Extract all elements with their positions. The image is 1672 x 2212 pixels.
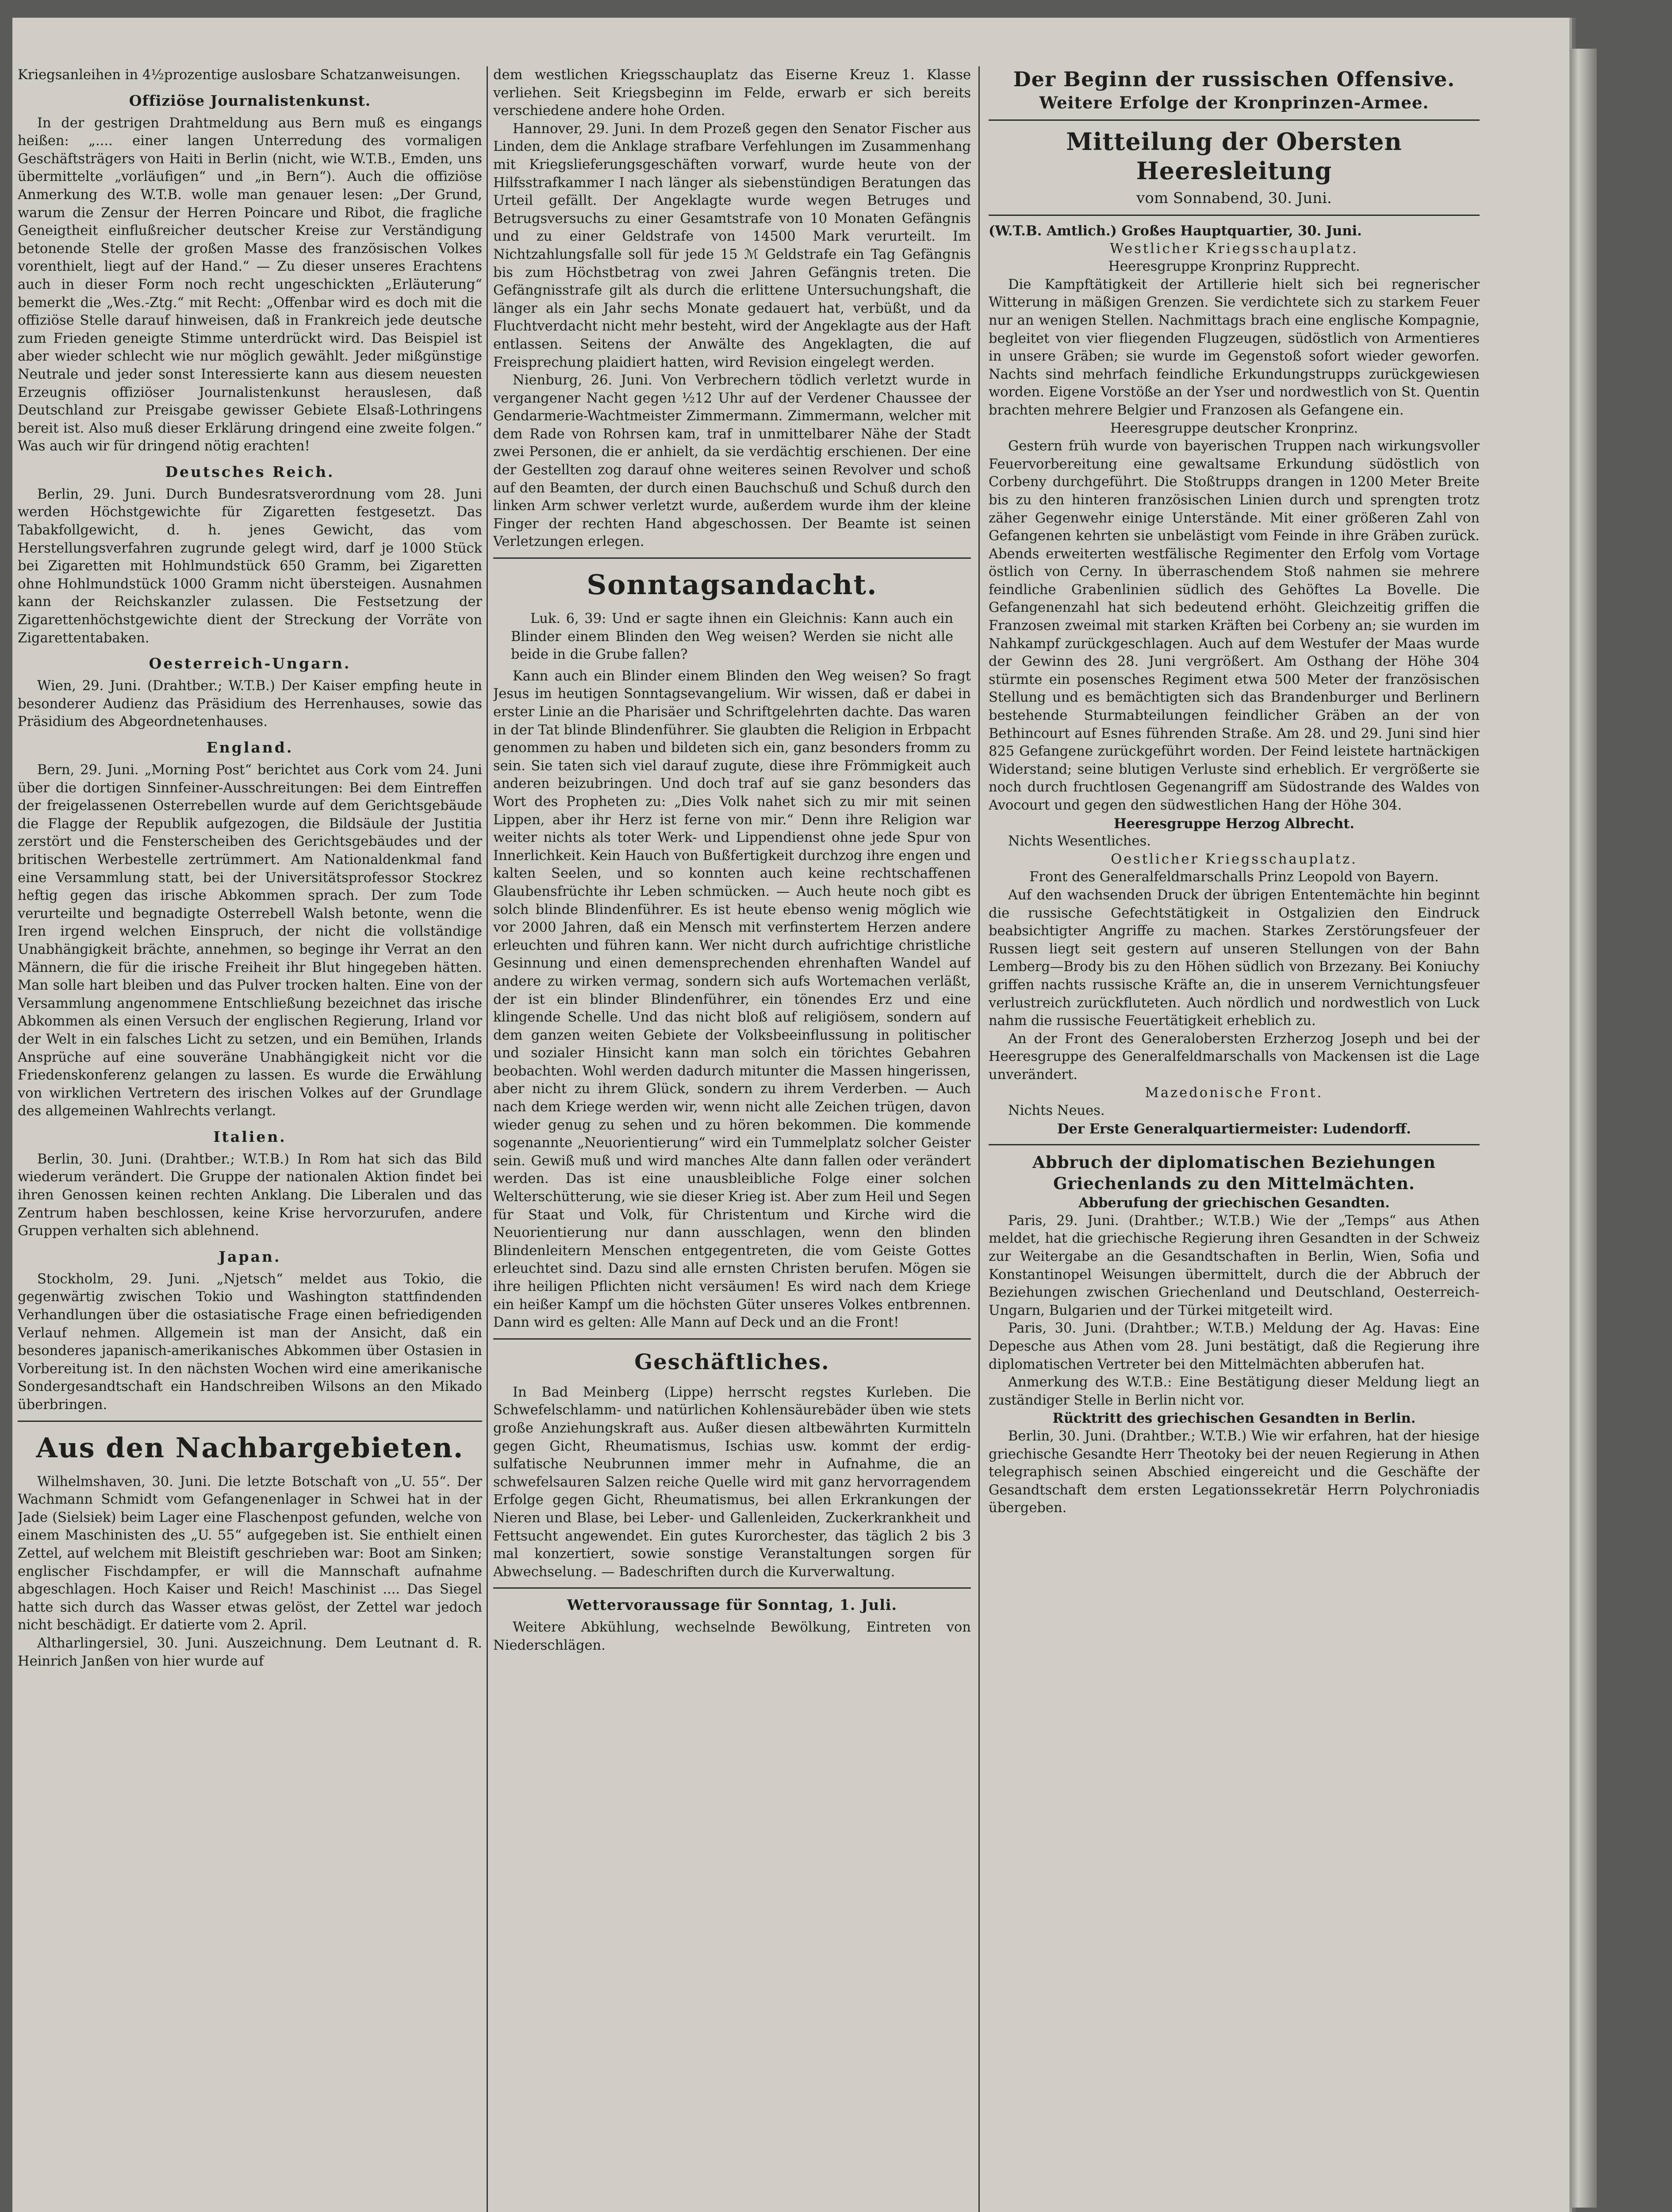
weather-heading: Wettervoraussage für Sonntag, 1. Juli. bbox=[567, 1596, 897, 1614]
article-text: Bern, 29. Juni. „Morning Post“ berichtet aus Cork vom 24. Juni über die dortigen Sinnfeiner-Ausschreitungen: Bei dem Eintreffen der freigelassenen Osterrebellen wurde auf dem Gerichtsgebäude die Flagge der Republik aufgezogen, die Bildsäule der Justitia zerstört und die Fensterscheiben des Gerichtsgebäudes und der britischen Werbestelle zertrümmert. Am Nationaldenkmal fand eine Versammlung statt, bei der Universitätsprofessor Stockrez heftig gegen das irische Abkommen sprach. Der zum Tode verurteilte und begnadigte Osterrebell Walsh betonte, wenn die Iren irgend welchen Einspruch, der nicht die vollständige Unabhängigkeit brächte, annehmen, so beginge ihr Verrat an den Männern, die für die irische Freiheit ihr Blut hingegeben hätten. Man solle hart bleiben und das Pulver trocken halten. Eine von der Versammlung angenommene Entschließung bezeichnet das irische Abkommen als einen Versuch der englischen Regierung, Irland vor der Welt in ein falsches Licht zu setzen, und ein Bemühen, Irlands Ansprüche auf eine souveräne Unabhängigkeit nicht vor die Friedenskonferenz gelangen zu lassen. Es wurde die Erwählung von wirklichen Vertretern des irischen Volkes auf der Grundlage des allgemeinen Wahlrechts verlangt. bbox=[18, 762, 482, 1119]
column-rule bbox=[978, 66, 980, 2212]
report-text: Auf den wachsenden Druck der übrigen Ententemächte hin beginnt die russische Gefechtstätigkeit in Ostgalizien den Eindruck beabsichtigter Angriffe zu machen. Starkes Zerstörungsfeuer der Russen liegt seit gestern auf unseren Stellungen von der Bahn Lemberg—Brody bis zu den Höhen südlich von Brzezany. Bei Koniuchy griffen nachts russische Kräfte an, die in unserem Vernichtungsfeuer verlustreich zurückfluteten. Auch nördlich und nordwestlich von Luck nahm die russische Feuertätigkeit erheblich zu. bbox=[989, 887, 1480, 1029]
report-text: Nichts Neues. bbox=[1008, 1103, 1105, 1119]
article-text: In Bad Meinberg (Lippe) herrscht regstes Kurleben. Die Schwefelschlamm- und natürlichen Kohlensäurebäder üben wie stets große Anziehungskraft aus. Außer diesen altbewährten Kurmitteln gegen Gicht, Rheumatismus, Ischias usw. kommt der erdig-sulfatische Neubrunnen immer mehr in Aufnahme, die an schwefelsauren Salzen reiche Quelle wird mit ganz hervorragendem Erfolge gegen Gicht, Rheumatismus, bei allen Erkrankungen der Nieren und Blase, bei Leber- und Gallenleiden, Zuckerkrankheit und Fettsucht angewendet. Ein gutes Kurorchester, das täglich 2 bis 3 mal konzertiert, sowie sonstige Veranstaltungen sorgen für Abwechselung. — Badeschriften durch die Kurverwaltung. bbox=[493, 1384, 971, 1580]
article-text: Berlin, 29. Juni. Durch Bundesratsverordnung vom 28. Juni werden Höchstgewichte für Zigaretten festgesetzt. Das Tabakfollgewicht, d. h. jenes Gewicht, das vom Herstellungsverfahren zugrunde gelegt wird, darf je 1000 Stück bei Zigaretten mit Hohlmundstück 650 Gramm, bei Zigaretten ohne Hohlmundstück 1000 Gramm nicht übersteigen. Ausnahmen kann der Reichskanzler zulassen. Die Festsetzung der Zigarettenhöchstgewichte dient der Streckung der Vorräte von Zigarettentabaken. bbox=[18, 486, 482, 646]
divider bbox=[989, 119, 1480, 121]
report-text: Die Kampftätigkeit der Artillerie hielt sich bei regnerischer Witterung in mäßigen Grenzen. Sie verdichtete sich zu starkem Feuer nur an wenigen Stellen. Nachmittags brach eine englische Kompagnie, begleitet von vier fliegenden Flugzeugen, südöstlich von Armentieres in unsere Gräben; sie wurde im Gegenstoß sofort wieder geworfen. Nachts sind mehrfach feindliche Erkundungstrupps zurückgewiesen worden. Eigene Vorstöße an der Yser und nordwestlich von St. Quentin brachten mehrere Belgier und Franzosen als Gefangene ein. bbox=[989, 276, 1480, 418]
divider bbox=[493, 1338, 971, 1340]
column-middle bbox=[493, 66, 971, 1655]
page-edge bbox=[1570, 49, 1597, 2208]
article-text: Kriegsanleihen in 4½prozentige auslosbare Schatzanweisungen. bbox=[18, 67, 461, 83]
divider bbox=[989, 1144, 1480, 1145]
article-text: Wilhelmshaven, 30. Juni. Die letzte Botschaft von „U. 55“. Der Wachmann Schmidt vom Gefangenenlager in Schwei hat in der Jade (Sielsiek) beim Lager eine Flaschenpost gefunden, welche von einem Maschinisten des „U. 55“ aufgegeben ist. Sie enthielt einen Zettel, auf welchem mit Bleistift geschrieben war: Boot am Sinken; englischer Fischdampfer, er will die Mannschaft aufnahme abgeschlagen. Hoch Kaiser und Reich! Maschinist .... Das Siegel hatte sich durch das Wasser etwas gelöst, der Zettel war jedoch nicht beschädigt. Er datierte vom 2. April. bbox=[18, 1474, 482, 1633]
report-text: Nichts Wesentliches. bbox=[1008, 833, 1151, 849]
front-heading: Mazedonische Front. bbox=[1145, 1085, 1323, 1101]
section-heading: Italien. bbox=[213, 1128, 287, 1145]
divider bbox=[18, 1421, 482, 1422]
army-group-heading: Heeresgruppe deutscher Kronprinz. bbox=[1110, 420, 1358, 436]
army-group-heading: Front des Generalfeldmarschalls Prinz Leopold von Bayern. bbox=[1029, 869, 1439, 885]
report-date: vom Sonnabend, 30. Juni. bbox=[1136, 189, 1332, 207]
section-heading: England. bbox=[206, 739, 294, 756]
article-text: Paris, 29. Juni. (Drahtber.; W.T.B.) Wie der „Temps“ aus Athen meldet, hat die griechische Regierung ihren Gesandten in der Schweiz zur Weitergabe an die Gesandtschaften in Berlin, Wien, Sofia und Konstantinopel Weisungen übermittelt, durch die der Abbruch der Beziehungen zwischen Griechenland und Deutschland, Oesterreich-Ungarn, Bulgarien und der Türkei mitgeteilt wird. bbox=[989, 1213, 1480, 1318]
column-right bbox=[989, 66, 1480, 1517]
front-heading: Westlicher Kriegsschauplatz. bbox=[1110, 241, 1358, 257]
article-text: Stockholm, 29. Juni. „Njetsch“ meldet aus Tokio, die gegenwärtig zwischen Tokio und Washington stattfindenden Verhandlungen über die ostasiatische Frage einen befriedigenden Verlauf nehmen. Allgemein ist man der Ansicht, daß ein besonderes japanisch-amerikanisches Abkommen über Ostasien in Vorbereitung ist. In den nächsten Wochen wird eine amerikanische Sondergesandtschaft ein Handschreiben Wilsons an den Mikado überbringen. bbox=[18, 1271, 482, 1413]
report-text: Gestern früh wurde von bayerischen Truppen nach wirkungsvoller Feuervorbereitung eine gewaltsame Erkundung südöstlich von Corbeny durchgeführt. Die Stoßtrupps drangen in 1200 Meter Breite bis zu den hinteren französischen Linien durch und sprengten trotz zäher Gegenwehr einige Unterstände. Mit einer größeren Zahl von Gefangenen kehrten sie unbelästigt vom Feinde in ihre Gräben zurück. Abends erweiterten westfälische Regimenter den Erfolg vom Vortage östlich von Cerny. In überraschendem Stoß nahmen sie mehrere feindliche Grabenlinien südlich des Gehöftes La Bovelle. Die Gefangenenzahl hat sich bedeutend erhöht. Gleichzeitig griffen die Franzosen zweimal mit starken Kräften bei Corbeny an; sie wurden im Nahkampf zurückgeschlagen. Auch auf dem Westufer der Maas wurde der Gewinn des 28. Juni vergrößert. Am Osthang der Höhe 304 stürmte ein posensches Regiment etwa 500 Meter der französischen Stellung und es bemächtigten sich das Brandenburger und Berlinern bestehende Sturmabteilungen feindlicher Gräben an der von Bethincourt auf Esnes führenden Straße. Am 28. und 29. Juni sind hier 825 Gefangene zurückgeführt worden. Der Feind leistete hartnäckigen Widerstand; seine blutigen Verluste sind erheblich. Er vergrößerte sie noch durch fruchtlosen Gegenangriff am Südostrande des Waldes von Avocourt und gegen den südwestlichen Hang der Höhe 304. bbox=[989, 438, 1480, 813]
front-heading: Oestlicher Kriegsschauplatz. bbox=[1111, 851, 1358, 867]
section-heading: Oesterreich-Ungarn. bbox=[149, 655, 351, 672]
article-text: Paris, 30. Juni. (Drahtber.; W.T.B.) Meldung der Ag. Havas: Eine Depesche aus Athen vom 28. Juni bestätigt, daß die Regierung ihre diplomatischen Vertreter bei den Mittelmächten abberufen hat. bbox=[989, 1321, 1480, 1372]
article-text: Hannover, 29. Juni. In dem Prozeß gegen den Senator Fischer aus Linden, dem die Anklage strafbare Verfehlungen im Zusammenhang mit Kriegslieferungsgeschäften vorwarf, wurde heute von der Hilfsstrafkammer I nach länger als siebenstündigen Beratungen das Urteil gefällt. Der Angeklagte wurde wegen Betruges und Betrugsversuchs zu einer Gesamtstrafe von 10 Monaten Gefängnis und zu einer Geldstrafe von 14500 Mark verurteilt. Im Nichtzahlungsfalle soll für jede 15 ℳ Geldstrafe ein Tag Gefängnis bis zum Höchstbetrag von zwei Jahren Gefängnis treten. Die Gefängnisstrafe gilt als durch die erlittene Untersuchungshaft, die länger als ein Jahr sechs Monate gedauert hat, verbüßt, und da Fluchtverdacht nicht mehr besteht, wird der Angeklagte aus der Haft entlassen. Seitens der Anwälte des Angeklagten, die auf Freisprechung plaidiert hatten, wird Revision eingelegt werden. bbox=[493, 121, 971, 370]
report-text: An der Front des Generalobersten Erzherzog Joseph und bei der Heeresgruppe des Generalfeldmarschalls von Mackensen ist die Lage unverändert. bbox=[989, 1031, 1480, 1083]
section-title: Aus den Nachbargebieten. bbox=[36, 1431, 464, 1464]
army-group-heading: Heeresgruppe Kronprinz Rupprecht. bbox=[1108, 259, 1360, 275]
section-title: Sonntagsandacht. bbox=[587, 568, 878, 601]
divider bbox=[493, 1587, 971, 1589]
column-left bbox=[18, 66, 482, 1671]
section-heading: Japan. bbox=[219, 1248, 281, 1265]
divider bbox=[493, 557, 971, 559]
article-text: Anmerkung des W.T.B.: Eine Bestätigung dieser Meldung liegt an zuständiger Stelle in Berlin nicht vor. bbox=[989, 1375, 1480, 1408]
section-heading: Deutsches Reich. bbox=[165, 463, 335, 480]
article-text: In der gestrigen Drahtmeldung aus Bern muß es eingangs heißen: „.... einer langen Unterredung des vormaligen Geschäftsträgers von Haiti in Berlin (nicht, wie W.T.B., Emden, uns übermittelte „vorläufigen“ und „in Bern“). Auch die offiziöse Anmerkung des W.T.B. wolle man genauer lesen: „Der Grund, warum die Zensur der Herren Poincare und Ribot, die fragliche Geneigtheit einflußreicher deutscher Kreise zur Verständigung betonende Stelle der großen Masse des französischen Volkes vorenthielt, liegt auf der Hand.“ — Zu dieser unseres Erachtens auch in dieser Form noch recht ungeschickten „Erläuterung“ bemerkt die „Wes.-Ztg.“ mit Recht: „Offenbar wird es doch mit die offiziöse Stelle darauf hinweisen, daß in Frankreich jede deutsche zum Frieden geneigte Stimme unterdrückt wird. Das Beispiel ist aber wieder schlecht wie nur möglich gewählt. Jeder mißgünstige Neutrale und jeder sonst Interessierte kann aus diesem neuesten Erzeugnis offiziöser Journalistenkunst herauslesen, daß Deutschland zur Preisgabe gewisser Gebiete Elsaß-Lothringens bereit ist. Also muß dieser Erklärung dringend eine zweite folgen.“ Was auch wir für dringend nötig erachten! bbox=[18, 115, 482, 454]
army-group-heading: Heeresgruppe Herzog Albrecht. bbox=[1114, 815, 1354, 832]
article-text: Kann auch ein Blinder einem Blinden den Weg weisen? So fragt Jesus im heutigen Sonntagsevangelium. Wir wissen, daß er dabei in erster Linie an die Pharisäer und Schriftgelehrten dachte. Das waren in der Tat blinde Blindenführer. Sie glaubten die Religion in Erbpacht genommen zu haben und bildeten sich ein, ganz besonders fromm zu sein. Sie taten sich viel darauf zugute, diese ihre Frömmigkeit auch anderen beizubringen. Und doch traf auf sie ganz besonders das Wort des Propheten zu: „Dies Volk nahet sich zu mir mit seinen Lippen, aber ihr Herz ist ferne von mir.“ Denn ihre Religion war weiter nichts als toter Werk- und Lippendienst ohne jede Spur von Innerlichkeit. Kein Hauch von Bußfertigkeit durchzog ihre engen und kalten Seelen, und so konnten auch keine rechtschaffenen Glaubensfrüchte ihr Leben schmücken. — Auch heute noch gibt es solch blinde Blindenführer. Es ist heute ebenso wenig möglich wie vor 2000 Jahren, daß ein Mensch mit verfinstertem Herzen andere erleuchten und führen kann. Wer nicht durch aufrichtige christliche Gesinnung und einen demensprechenden ehrenhaften Wandel auf andere zu wirken vermag, sondern sich aufs Wortemachen verläßt, der ist ein blinder Blindenführer, ein tönendes Erz und eine klingende Schelle. Und das nicht bloß auf religiösem, sondern auf dem ganzen weiten Gebiete der Volksbeeinflussung in politischer und sozialer Hinsicht kann man solch ein törichtes Gebahren beobachten. Wohl werden dadurch mitunter die Massen hingerissen, aber nicht zu ihrem Glück, sondern zu ihrem Verderben. — Auch nach dem Kriege werden wir, wenn nicht alle Zeichen trügen, davon wieder genug zu sehen und zu hören bekommen. Die kommende sogenannte „Neuorientierung“ wird ein Tummelplatz solcher Geister sein. Gewiß muß und wird manches Alte dann fallen oder verändert werden. Das ist eine unausbleibliche Folge einer solchen Welterschütterung, wie sie dieser Krieg ist. Aber zum Heil und Segen für Staat und Volk, für Christentum und Kirche wird die Neuorientierung nur dann ausschlagen, wenn den blinden Blindenleitern Menschen entgegentreten, die vom Geiste Gottes erleuchtet sind. Dazu sind alle ernsten Christen berufen. Mögen sie ihre heiligen Pflichten nicht versäumen! Es wird nach dem Kriege ein heißer Kampf um die höchsten Güter unseres Volkes entbrennen. Dann wird es gelten: Alle Mann auf Deck und an die Front! bbox=[493, 668, 971, 1331]
dateline: (W.T.B. Amtlich.) Großes Hauptquartier, 30. Juni. bbox=[989, 223, 1362, 239]
divider bbox=[989, 215, 1480, 216]
section-heading: Offiziöse Journalistenkunst. bbox=[129, 92, 371, 109]
subheading: Rücktritt des griechischen Gesandten in Berlin. bbox=[1052, 1410, 1416, 1427]
report-title: Mitteilung der Obersten Heeresleitung bbox=[1066, 127, 1402, 185]
section-title: Abbruch der diplomatischen Beziehungen Griechenlands zu den Mittelmächten. bbox=[1032, 1152, 1436, 1194]
signature: Der Erste Generalquartiermeister: Ludendorff. bbox=[1057, 1121, 1411, 1137]
article-text: Berlin, 30. Juni. (Drahtber.; W.T.B.) Wie wir erfahren, hat der hiesige griechische Gesandte Herr Theotoky bei der neuen Regierung in Athen telegraphisch seinen Abschied eingereicht und die Geschäfte der Gesandtschaft dem ersten Legationssekretär Herrn Polychroniadis übergeben. bbox=[989, 1429, 1480, 1516]
section-title: Geschäftliches. bbox=[634, 1349, 830, 1375]
article-text: Wien, 29. Juni. (Drahtber.; W.T.B.) Der Kaiser empfing heute in besonderer Audienz das Präsidium des Herrenhauses, sowie das Präsidium des Abgeordnetenhauses. bbox=[18, 678, 482, 730]
article-text: Nienburg, 26. Juni. Von Verbrechern tödlich verletzt wurde in vergangener Nacht gegen ½12 Uhr auf der Verdener Chaussee der Gendarmerie-Wachtmeister Zimmermann. Zimmermann, welcher mit dem Rade von Rohrsen kam, traf in unmittelbarer Nähe der Stadt zwei Personen, die er anhielt, da sie verdächtig erschienen. Der eine der Gestellten zog darauf ohne weiteres seinen Revolver und schoß auf den Beamten, der durch einen Bauchschuß und Schuß durch den linken Arm schwer verletzt wurde, außerdem wurde ihm der kleine Finger der rechten Hand abgeschossen. Der Beamte ist seinen Verletzungen erlegen. bbox=[493, 373, 971, 550]
main-headline: Der Beginn der russischen Offensive. bbox=[1013, 67, 1455, 91]
column-rule bbox=[487, 66, 488, 2212]
bible-verse: Luk. 6, 39: Und er sagte ihnen ein Gleichnis: Kann auch ein Blinder einem Blinden den Weg weisen? Werden sie nicht alle beide in die Grube fallen? bbox=[511, 611, 953, 663]
weather-text: Weitere Abkühlung, wechselnde Bewölkung, Eintreten von Niederschlägen. bbox=[493, 1620, 971, 1653]
subheading: Abberufung der griechischen Gesandten. bbox=[1078, 1195, 1390, 1211]
article-text: Berlin, 30. Juni. (Drahtber.; W.T.B.) In Rom hat sich das Bild wiederum verändert. Die Gruppe der nationalen Aktion findet bei ihren Genossen keinen rechten Anklang. Die Liberalen und das Zentrum haben beschlossen, keine Krise hervorzurufen, andere Gruppen verhalten sich ablehnend. bbox=[18, 1151, 482, 1239]
sub-headline: Weitere Erfolge der Kronprinzen-Armee. bbox=[1039, 93, 1429, 112]
article-text: dem westlichen Kriegsschauplatz das Eiserne Kreuz 1. Klasse verliehen. Seit Kriegsbeginn im Felde, erwarb er sich bereits verschiedene andere hohe Orden. bbox=[493, 67, 971, 119]
article-text: Altharlingersiel, 30. Juni. Auszeichnung. Dem Leutnant d. R. Heinrich Janßen von hier wurde auf bbox=[18, 1635, 482, 1669]
